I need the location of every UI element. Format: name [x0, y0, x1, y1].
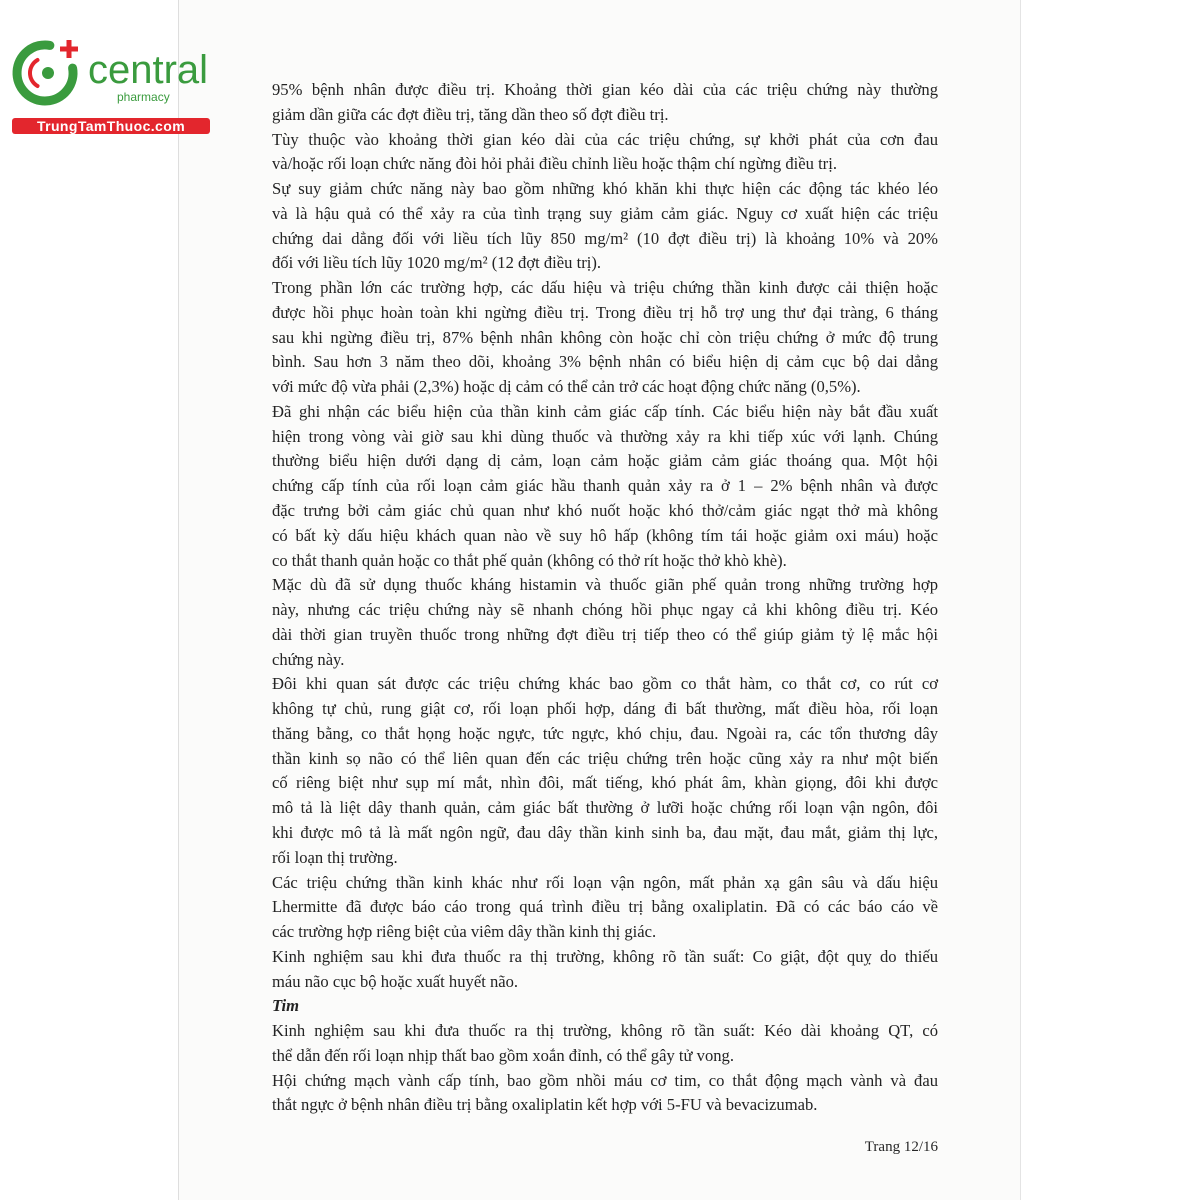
text-line: 95% bệnh nhân được điều trị. Khoảng thời gian kéo dài của các triệu chứng này thường: [272, 80, 938, 99]
text-line: và/hoặc rối loạn chức năng đòi hỏi phải điều chỉnh liều hoặc thậm chí ngừng điều trị.: [272, 154, 837, 174]
text-line: Lhermitte đã được báo cáo trong quá trình điều trị bằng oxaliplatin. Đã có các báo cáo về: [272, 897, 938, 917]
text-line: Sự suy giảm chức năng này bao gồm những khó khăn khi thực hiện các động tác khéo léo: [272, 179, 938, 199]
brand-website-banner: TrungTamThuoc.com: [12, 118, 210, 134]
text-line: Mặc dù đã sử dụng thuốc kháng histamin và thuốc giãn phế quản trong những trường hợp: [272, 575, 938, 595]
brand-logo: [0, 0, 220, 140]
paragraph: [272, 945, 938, 995]
text-line: Trong phần lớn các trường hợp, các dấu hiệu và triệu chứng thần kinh được cải thiện hoặc: [272, 278, 938, 298]
text-line: đối với liều tích lũy 1020 mg/m² (12 đợt điều trị).: [272, 253, 602, 273]
text-line: với mức độ vừa phải (2,3%) hoặc dị cảm có thể cản trở các hoạt động chức năng (0,5%).: [272, 377, 861, 397]
paragraph: [272, 177, 938, 276]
text-line: sau khi ngừng điều trị, 87% bệnh nhân không còn hoặc chỉ còn triệu chứng ở mức độ trung: [272, 327, 938, 347]
text-line: thần kinh sọ não có thể liên quan đến các triệu chứng trên hoặc cũng xảy ra như một biến: [272, 748, 938, 768]
text-line: không tự chủ, rung giật cơ, rối loạn phối hợp, dáng đi bất thường, mất điều hòa, rối loạn: [272, 699, 938, 719]
text-line: bình. Sau hơn 3 năm theo dõi, khoảng 3% bệnh nhân có biểu hiện dị cảm cục bộ dai dẳng: [272, 352, 938, 372]
text-line: khi được mô tả là mất ngôn ngữ, đau dây thần kinh sinh ba, đau mặt, đau mắt, giảm thị lực,: [272, 822, 938, 842]
text-line: thể dẫn đến rối loạn nhịp thất bao gồm xoắn đỉnh, có thể gây tử vong.: [272, 1045, 734, 1065]
paragraph: [272, 78, 938, 128]
text-line: Hội chứng mạch vành cấp tính, bao gồm nhồi máu cơ tim, co thắt động mạch vành và đau: [272, 1070, 938, 1090]
brand-subtitle: pharmacy: [117, 90, 170, 104]
text-line: giảm dần giữa các đợt điều trị, tăng dần theo số đợt điều trị.: [272, 104, 669, 124]
text-line: đặc trưng bởi cảm giác chủ quan như khó nuốt hoặc khó thở/cảm giác ngạt thở mà không: [272, 501, 938, 521]
document-body: [272, 78, 938, 1118]
text-line: mô tả là liệt dây thanh quản, cảm giác bất thường ở lưỡi hoặc chứng rối loạn vận ngôn, đôi: [272, 798, 938, 818]
pharmacy-cross-icon: [8, 36, 88, 116]
text-line: chứng này.: [272, 649, 345, 669]
paragraph: [272, 672, 938, 870]
paragraph: [272, 1019, 938, 1069]
text-line: co thắt thanh quản hoặc co thắt phế quản (không có thở rít hoặc thở khò khè).: [272, 550, 787, 570]
text-line: chứng cấp tính của rối loạn cảm giác hầu thanh quản xảy ra ở 1 – 2% bệnh nhân và được: [272, 476, 938, 496]
text-line: máu não cục bộ hoặc xuất huyết não.: [272, 971, 519, 991]
paragraph: [272, 128, 938, 178]
page-number: Trang 12/16: [864, 1139, 938, 1155]
text-line: Kinh nghiệm sau khi đưa thuốc ra thị trường, không rõ tần suất: Kéo dài khoảng QT, có: [272, 1021, 938, 1041]
text-line: dài thời gian truyền thuốc trong những đợt điều trị tiếp theo có thể giúp giảm tỷ lệ mắc hội: [272, 624, 938, 644]
text-line: này, nhưng các triệu chứng này sẽ nhanh chóng hồi phục ngay cả khi không điều trị. Kéo: [272, 600, 938, 620]
text-line: có bất kỳ dấu hiệu khách quan nào về suy hô hấp (không tím tái hoặc giảm oxi máu) hoặc: [272, 525, 938, 545]
text-line: Đã ghi nhận các biểu hiện của thần kinh cảm giác cấp tính. Các biểu hiện này bắt đầu xuất: [272, 401, 938, 421]
brand-name: central: [88, 48, 209, 92]
paragraph: [272, 400, 938, 573]
text-line: và là hậu quả có thể xảy ra của tình trạng suy giảm cảm giác. Nguy cơ xuất hiện các triệu: [272, 203, 938, 223]
text-line: Kinh nghiệm sau khi đưa thuốc ra thị trường, không rõ tần suất: Co giật, đột quỵ do thiếu: [272, 946, 938, 966]
text-line: hiện trong vòng vài giờ sau khi dùng thuốc và thường xảy ra khi tiếp xúc với lạnh. Chúng: [272, 426, 938, 446]
text-line: các trường hợp riêng biệt của viêm dây thần kinh thị giác.: [272, 922, 657, 942]
text-line: cố riêng biệt như sụp mí mắt, nhìn đôi, mất tiếng, khó phát âm, khàn giọng, đôi khi được: [272, 773, 938, 793]
text-line: Tùy thuộc vào khoảng thời gian kéo dài của các triệu chứng, sự khởi phát của cơn đau: [272, 129, 938, 149]
text-line: Đôi khi quan sát được các triệu chứng khác bao gồm co thắt hàm, co thắt cơ, co rút cơ: [272, 674, 938, 694]
paragraph: [272, 276, 938, 400]
paragraph: [272, 1069, 938, 1119]
paragraph: [272, 871, 938, 945]
paragraph: [272, 573, 938, 672]
text-line: Các triệu chứng thần kinh khác như rối loạn vận ngôn, mất phản xạ gân sâu và dấu hiệu: [272, 872, 938, 892]
text-line: thường biểu hiện dưới dạng dị cảm, loạn cảm hoặc giảm cảm giác thoáng qua. Một hội: [272, 451, 938, 471]
text-line: thắt ngực ở bệnh nhân điều trị bằng oxaliplatin kết hợp với 5-FU và bevacizumab.: [272, 1095, 818, 1115]
text-line: chứng dai dẳng đối với liều tích lũy 850 mg/m² (10 đợt điều trị) là khoảng 10% và 20%: [272, 228, 938, 248]
text-line: rối loạn thị trường.: [272, 847, 398, 867]
text-line: thăng bằng, co thắt họng hoặc ngực, tức ngực, khó chịu, đau. Ngoài ra, các tổn thương dây: [272, 723, 938, 743]
section-heading: Tim: [272, 996, 300, 1016]
text-line: được hồi phục hoàn toàn khi ngừng điều trị. Trong điều trị hỗ trợ ung thư đại tràng, 6 tháng: [272, 302, 938, 322]
